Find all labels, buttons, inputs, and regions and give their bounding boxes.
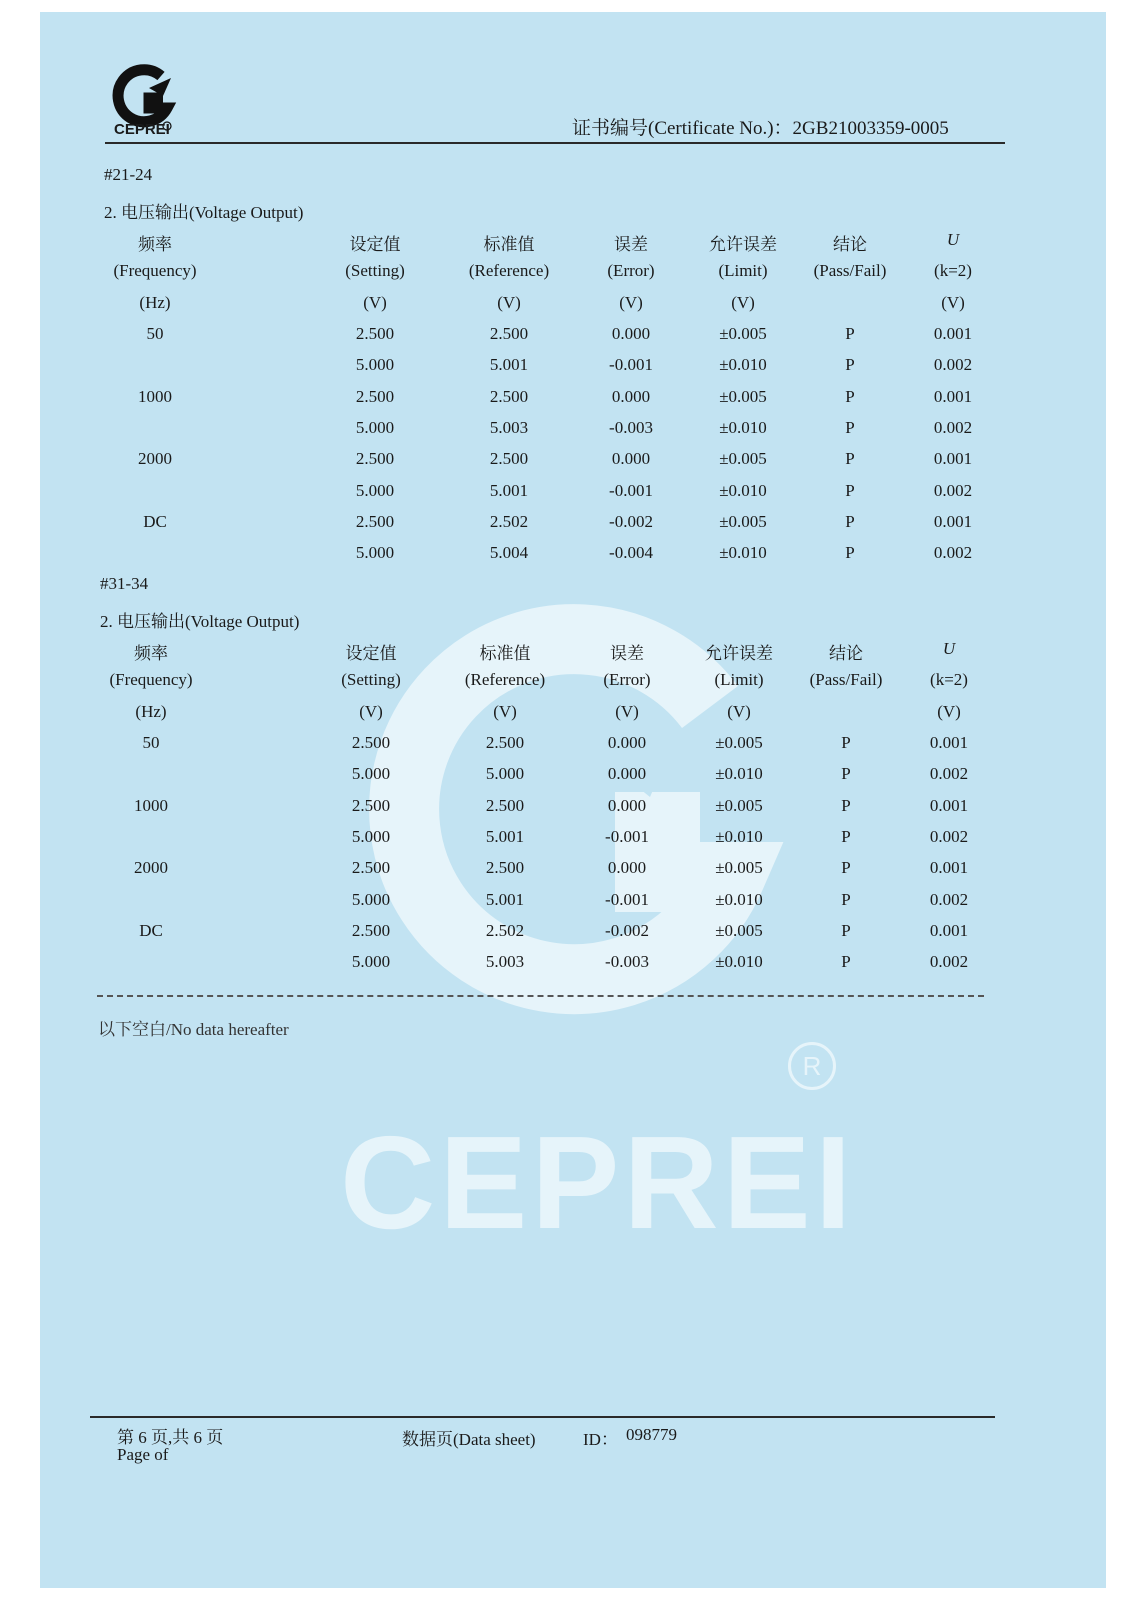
column-header-setting: (V) xyxy=(363,292,387,312)
table-cell-freq: DC xyxy=(139,920,163,940)
table-cell-result: P xyxy=(841,826,851,846)
logo-text: CEPREI xyxy=(114,121,170,138)
page-number-en: Page of xyxy=(117,1445,169,1464)
table-cell-reference: 2.500 xyxy=(485,733,525,752)
table-cell-freq: 50 xyxy=(146,324,164,343)
table-cell-setting: 5.000 xyxy=(351,826,391,846)
table-cell-setting: 2.500 xyxy=(351,733,391,752)
table-cell-reference: 5.004 xyxy=(489,543,529,563)
end-divider xyxy=(97,995,984,997)
data-sheet xyxy=(40,12,1106,1588)
table-cell-setting: 5.000 xyxy=(351,764,391,784)
table-cell-u: 0.001 xyxy=(933,449,973,469)
table-cell-reference: 2.500 xyxy=(489,449,529,469)
column-header-frequency: (Frequency) xyxy=(109,670,193,690)
table-cell-error: -0.001 xyxy=(605,889,649,909)
footer-rule xyxy=(90,1416,995,1418)
column-header-error: (V) xyxy=(615,701,639,721)
section-id: #21-24 xyxy=(104,165,153,184)
sheet-label: 数据页(Data sheet) xyxy=(402,1430,536,1449)
table-cell-limit: ±0.005 xyxy=(719,324,767,343)
column-header-limit: (Limit) xyxy=(718,261,768,281)
column-header-reference: (V) xyxy=(493,701,517,721)
table-cell-result: P xyxy=(845,511,855,531)
section-id: #31-34 xyxy=(100,574,149,593)
table-cell-setting: 2.500 xyxy=(355,449,395,469)
table-cell-reference: 5.001 xyxy=(485,889,525,909)
column-header-limit: 允许误差 xyxy=(709,235,777,254)
column-header-error: (V) xyxy=(619,292,643,312)
table-cell-reference: 5.000 xyxy=(485,764,525,784)
table-cell-setting: 5.000 xyxy=(355,417,395,437)
table-cell-result: P xyxy=(841,733,851,752)
table-cell-result: P xyxy=(845,449,855,469)
table-cell-error: 0.000 xyxy=(611,386,651,406)
table-cell-u: 0.002 xyxy=(933,355,973,375)
table-cell-limit: ±0.005 xyxy=(715,733,763,752)
column-header-setting: (V) xyxy=(359,701,383,721)
table-cell-error: -0.001 xyxy=(609,480,653,500)
table-cell-setting: 5.000 xyxy=(351,952,391,972)
table-cell-u: 0.001 xyxy=(929,795,969,815)
section-title: 2. 电压输出(Voltage Output) xyxy=(100,612,300,631)
table-cell-error: -0.002 xyxy=(609,511,653,531)
table-cell-freq: 1000 xyxy=(134,795,168,815)
column-header-frequency: (Hz) xyxy=(135,701,167,721)
column-header-limit: (V) xyxy=(727,701,751,721)
column-header-reference: 标准值 xyxy=(479,644,531,663)
column-header-passfail: 结论 xyxy=(833,235,867,254)
table-cell-error: -0.001 xyxy=(609,355,653,375)
table-cell-limit: ±0.005 xyxy=(715,858,763,878)
column-header-uncertainty: U xyxy=(942,639,956,658)
table-cell-result: P xyxy=(841,952,851,972)
no-data-note: 以下空白/No data hereafter xyxy=(98,1020,289,1039)
column-header-passfail: 结论 xyxy=(829,644,863,663)
registered-mark: R xyxy=(788,1042,836,1090)
column-header-limit: 允许误差 xyxy=(705,644,773,663)
table-cell-u: 0.002 xyxy=(933,543,973,563)
column-header-frequency: 频率 xyxy=(134,644,168,663)
table-cell-result: P xyxy=(841,858,851,878)
table-cell-error: 0.000 xyxy=(607,795,647,815)
table-cell-error: -0.003 xyxy=(609,417,653,437)
column-header-setting: 设定值 xyxy=(345,644,397,663)
table-cell-u: 0.002 xyxy=(929,952,969,972)
section-title: 2. 电压输出(Voltage Output) xyxy=(104,203,304,222)
certificate-number: 证书编号(Certificate No.)：2GB21003359-0005 xyxy=(572,118,949,139)
table-cell-limit: ±0.005 xyxy=(715,795,763,815)
table-cell-u: 0.001 xyxy=(929,733,969,752)
table-cell-setting: 5.000 xyxy=(355,355,395,375)
table-cell-setting: 2.500 xyxy=(355,511,395,531)
column-header-frequency: (Hz) xyxy=(139,292,171,312)
column-header-frequency: (Frequency) xyxy=(113,261,197,281)
table-cell-setting: 2.500 xyxy=(351,920,391,940)
table-cell-reference: 5.001 xyxy=(489,480,529,500)
table-cell-limit: ±0.010 xyxy=(719,480,767,500)
column-header-setting: (Setting) xyxy=(341,670,401,690)
table-cell-limit: ±0.010 xyxy=(715,952,763,972)
table-cell-limit: ±0.005 xyxy=(719,386,767,406)
table-cell-u: 0.001 xyxy=(933,386,973,406)
table-cell-freq: 1000 xyxy=(138,386,172,406)
table-cell-error: 0.000 xyxy=(607,733,647,752)
table-cell-u: 0.001 xyxy=(933,511,973,531)
table-cell-u: 0.002 xyxy=(933,417,973,437)
table-cell-limit: ±0.005 xyxy=(719,449,767,469)
table-cell-u: 0.001 xyxy=(929,858,969,878)
table-cell-freq: 50 xyxy=(142,733,160,752)
table-cell-limit: ±0.010 xyxy=(719,355,767,375)
column-header-uncertainty: (k=2) xyxy=(930,670,968,690)
column-header-uncertainty: (V) xyxy=(941,292,965,312)
table-cell-result: P xyxy=(841,764,851,784)
table-cell-reference: 2.502 xyxy=(489,511,529,531)
column-header-limit: (V) xyxy=(731,292,755,312)
table-cell-setting: 2.500 xyxy=(351,795,391,815)
table-cell-limit: ±0.010 xyxy=(715,889,763,909)
table-cell-reference: 2.500 xyxy=(489,386,529,406)
column-header-error: (Error) xyxy=(603,670,651,690)
table-cell-freq: 2000 xyxy=(134,858,168,878)
column-header-reference: (Reference) xyxy=(468,261,550,281)
column-header-passfail: (Pass/Fail) xyxy=(809,670,883,690)
table-cell-setting: 2.500 xyxy=(351,858,391,878)
table-cell-reference: 5.003 xyxy=(485,952,525,972)
column-header-error: 误差 xyxy=(610,644,644,663)
table-cell-setting: 2.500 xyxy=(355,324,395,343)
column-header-reference: (V) xyxy=(497,292,521,312)
table-cell-u: 0.001 xyxy=(933,324,973,343)
table-cell-error: -0.002 xyxy=(605,920,649,940)
table-cell-error: -0.003 xyxy=(605,952,649,972)
table-cell-result: P xyxy=(841,889,851,909)
table-cell-error: 0.000 xyxy=(607,858,647,878)
table-cell-error: -0.001 xyxy=(605,826,649,846)
column-header-limit: (Limit) xyxy=(714,670,764,690)
table-cell-reference: 5.001 xyxy=(485,826,525,846)
table-cell-result: P xyxy=(845,417,855,437)
table-cell-error: 0.000 xyxy=(611,449,651,469)
table-cell-limit: ±0.005 xyxy=(715,920,763,940)
table-cell-limit: ±0.005 xyxy=(719,511,767,531)
id-value: 098779 xyxy=(626,1425,677,1444)
column-header-uncertainty: U xyxy=(946,230,960,249)
table-cell-u: 0.001 xyxy=(929,920,969,940)
table-cell-result: P xyxy=(845,355,855,375)
table-cell-error: 0.000 xyxy=(607,764,647,784)
table-cell-reference: 2.502 xyxy=(485,920,525,940)
table-cell-limit: ±0.010 xyxy=(715,764,763,784)
table-cell-freq: 2000 xyxy=(138,449,172,469)
column-header-reference: (Reference) xyxy=(464,670,546,690)
table-cell-limit: ±0.010 xyxy=(719,543,767,563)
table-cell-u: 0.002 xyxy=(929,764,969,784)
column-header-error: 误差 xyxy=(614,235,648,254)
column-header-setting: 设定值 xyxy=(349,235,401,254)
table-cell-setting: 5.000 xyxy=(355,480,395,500)
id-label: ID： xyxy=(583,1430,618,1449)
table-cell-limit: ±0.010 xyxy=(715,826,763,846)
table-cell-setting: 2.500 xyxy=(355,386,395,406)
table-cell-error: -0.004 xyxy=(609,543,653,563)
table-cell-setting: 5.000 xyxy=(355,543,395,563)
table-cell-u: 0.002 xyxy=(929,889,969,909)
table-cell-setting: 5.000 xyxy=(351,889,391,909)
header-rule xyxy=(105,142,1005,144)
column-header-setting: (Setting) xyxy=(345,261,405,281)
table-cell-reference: 2.500 xyxy=(485,795,525,815)
column-header-reference: 标准值 xyxy=(483,235,535,254)
column-header-passfail: (Pass/Fail) xyxy=(813,261,887,281)
column-header-frequency: 频率 xyxy=(138,235,172,254)
table-cell-result: P xyxy=(845,386,855,406)
table-cell-result: P xyxy=(841,795,851,815)
table-cell-result: P xyxy=(845,543,855,563)
table-cell-result: P xyxy=(845,324,855,343)
table-cell-result: P xyxy=(841,920,851,940)
table-cell-reference: 5.003 xyxy=(489,417,529,437)
watermark-text: CEPREI xyxy=(340,1109,856,1256)
column-header-error: (Error) xyxy=(607,261,655,281)
table-cell-reference: 5.001 xyxy=(489,355,529,375)
column-header-uncertainty: (k=2) xyxy=(934,261,972,281)
table-cell-u: 0.002 xyxy=(933,480,973,500)
page-number-cn: 第 6 页,共 6 页 xyxy=(117,1428,224,1447)
table-cell-limit: ±0.010 xyxy=(719,417,767,437)
table-cell-reference: 2.500 xyxy=(489,324,529,343)
table-cell-result: P xyxy=(845,480,855,500)
table-cell-reference: 2.500 xyxy=(485,858,525,878)
table-cell-freq: DC xyxy=(143,511,167,531)
table-cell-error: 0.000 xyxy=(611,324,651,343)
table-cell-u: 0.002 xyxy=(929,826,969,846)
column-header-uncertainty: (V) xyxy=(937,701,961,721)
